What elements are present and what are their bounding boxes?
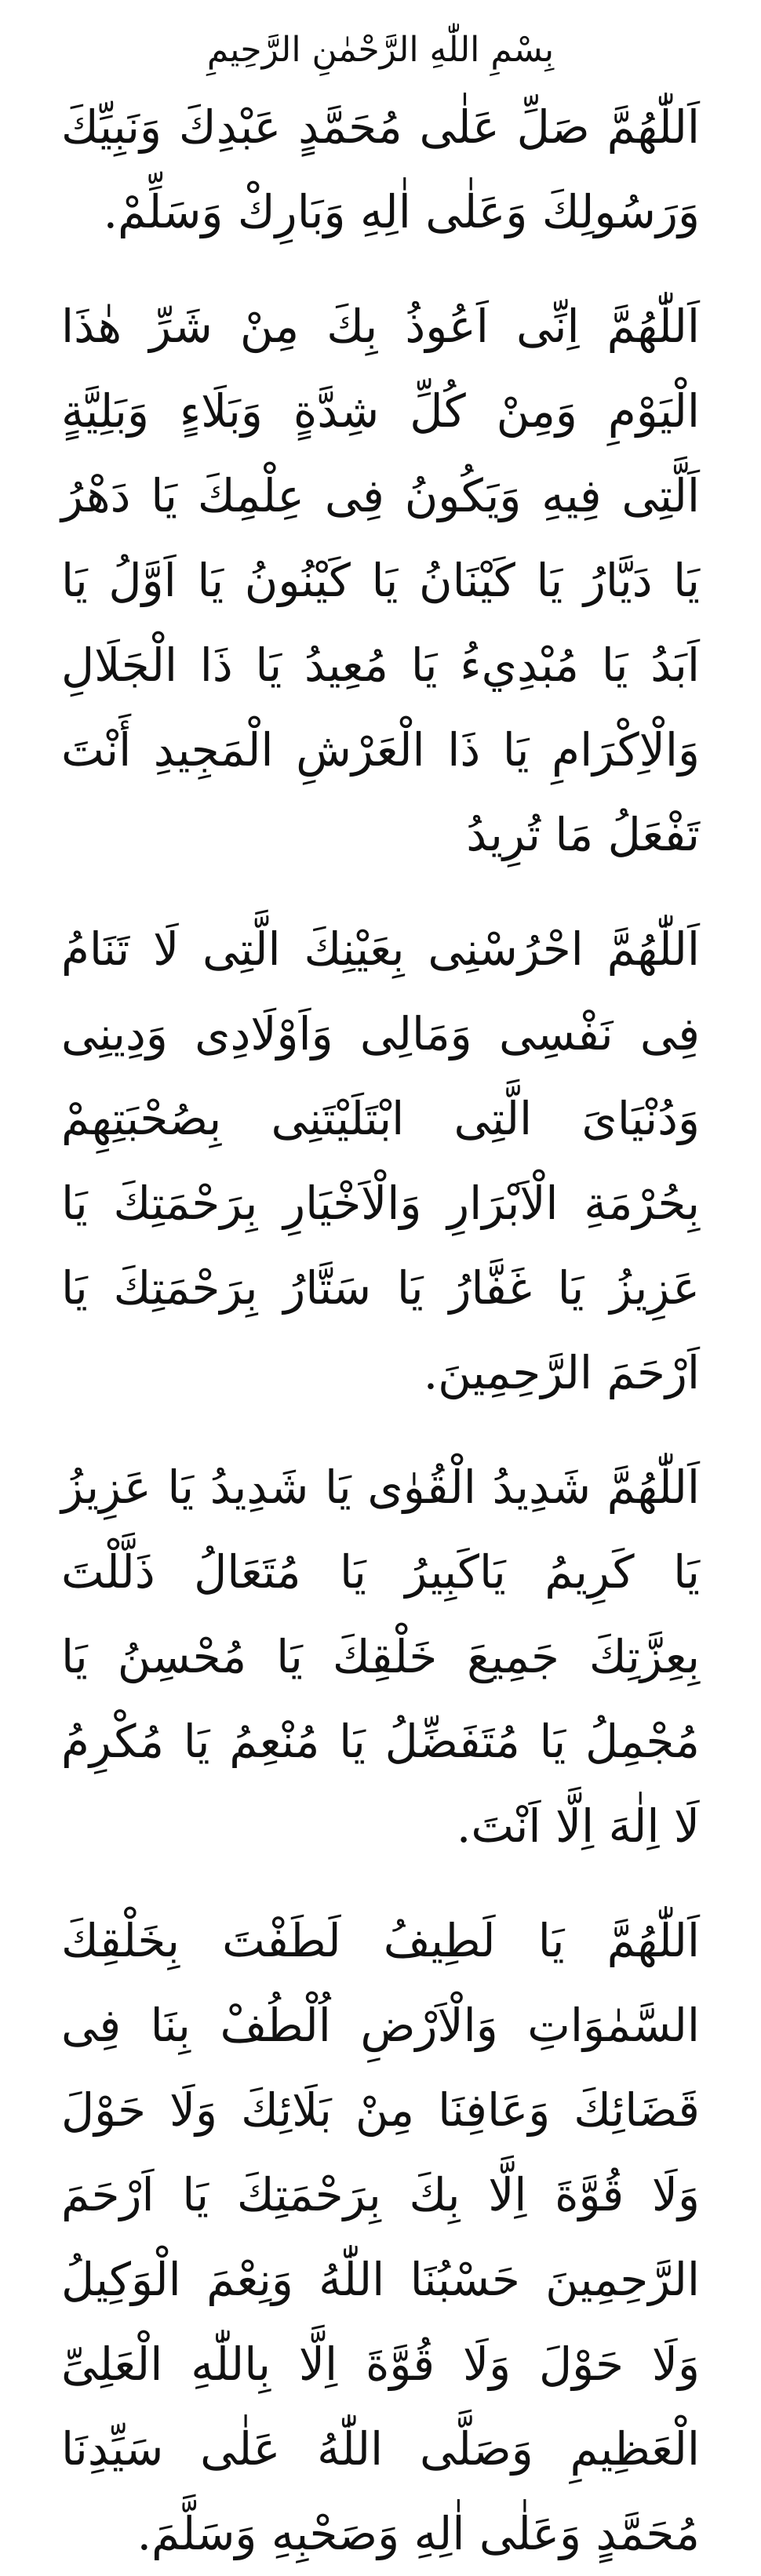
basmala-heading: بِسْمِ اللّٰهِ الرَّحْمٰنِ الرَّحِيمِ — [206, 30, 555, 70]
paragraph-refuge: اَللّٰهُمَّ اِنِّى اَعُوذُ بِكَ مِنْ شَرِّ هٰذَا الْيَوْمِ وَمِنْ كُلِّ شِدَّةٍ وَبَلَاءٍ وَبَلِيَّةٍ اَلَّتِى فِيهِ وَيَكُونُ فِى عِلْمِكَ يَا دَهْرُ يَا دَيَّارُ يَا كَيْنَانُ يَا كَيْنُونُ يَا اَوَّلُ يَا اَبَدُ يَا مُبْدِيءُ يَا مُعِيدُ يَا ذَا الْجَلَالِ وَالْاِكْرَامِ يَا ذَا الْعَرْشِ الْمَجِيدِ أَنْتَ تَفْعَلُ مَا تُرِيدُ — [61, 300, 700, 861]
paragraph-kindness: اَللّٰهُمَّ يَا لَطِيفُ لَطَفْتَ بِخَلْقِكَ السَّمٰوَاتِ وَالْاَرْضِ اُلْطُفْ بِنَا فِى قَضَائِكَ وَعَافِنَا مِنْ بَلَائِكَ وَلَا حَوْلَ وَلَا قُوَّةَ اِلَّا بِكَ بِرَحْمَتِكَ يَا اَرْحَمَ الرَّحِمِينَ حَسْبُنَا اللّٰهُ وَنِعْمَ الْوَكِيلُ وَلَا حَوْلَ وَلَا قُوَّةَ اِلَّا بِاللّٰهِ الْعَلِىِّ الْعَظِيمِ وَصَلَّى اللّٰهُ عَلٰى سَيِّدِنَا مُحَمَّدٍ وَعَلٰى اٰلِهِ وَصَحْبِهِ وَسَلَّمَ. — [61, 1914, 700, 2560]
paragraph-protection: اَللّٰهُمَّ احْرُسْنِى بِعَيْنِكَ الَّتِى لَا تَنَامُ فِى نَفْسِى وَمَالِى وَاَوْلَادِى وَدِينِى وَدُنْيَاىَ الَّتِى ابْتَلَيْتَنِى بِصُحْبَتِهِمْ بِحُرْمَةِ الْاَبْرَارِ وَالْاَخْيَارِ بِرَحْمَتِكَ يَا عَزِيزُ يَا غَفَّارُ يَا سَتَّارُ بِرَحْمَتِكَ يَا اَرْحَمَ الرَّحِمِينَ. — [61, 922, 700, 1399]
paragraph-salawat: اَللّٰهُمَّ صَلِّ عَلٰى مُحَمَّدٍ عَبْدِكَ وَنَبِيِّكَ وَرَسُولِكَ وَعَلٰى اٰلِهِ وَبَارِكْ وَسَلِّمْ. — [61, 100, 700, 238]
paragraph-strength: اَللّٰهُمَّ شَدِيدُ الْقُوٰى يَا شَدِيدُ يَا عَزِيزُ يَا كَرِيمُ يَاكَبِيرُ يَا مُتَعَالُ ذَلَّلْتَ بِعِزَّتِكَ جَمِيعَ خَلْقِكَ يَا مُحْسِنُ يَا مُجْمِلُ يَا مُتَفَضِّلُ يَا مُنْعِمُ يَا مُكْرِمُ لَا اِلٰهَ اِلَّا اَنْتَ. — [61, 1461, 700, 1853]
